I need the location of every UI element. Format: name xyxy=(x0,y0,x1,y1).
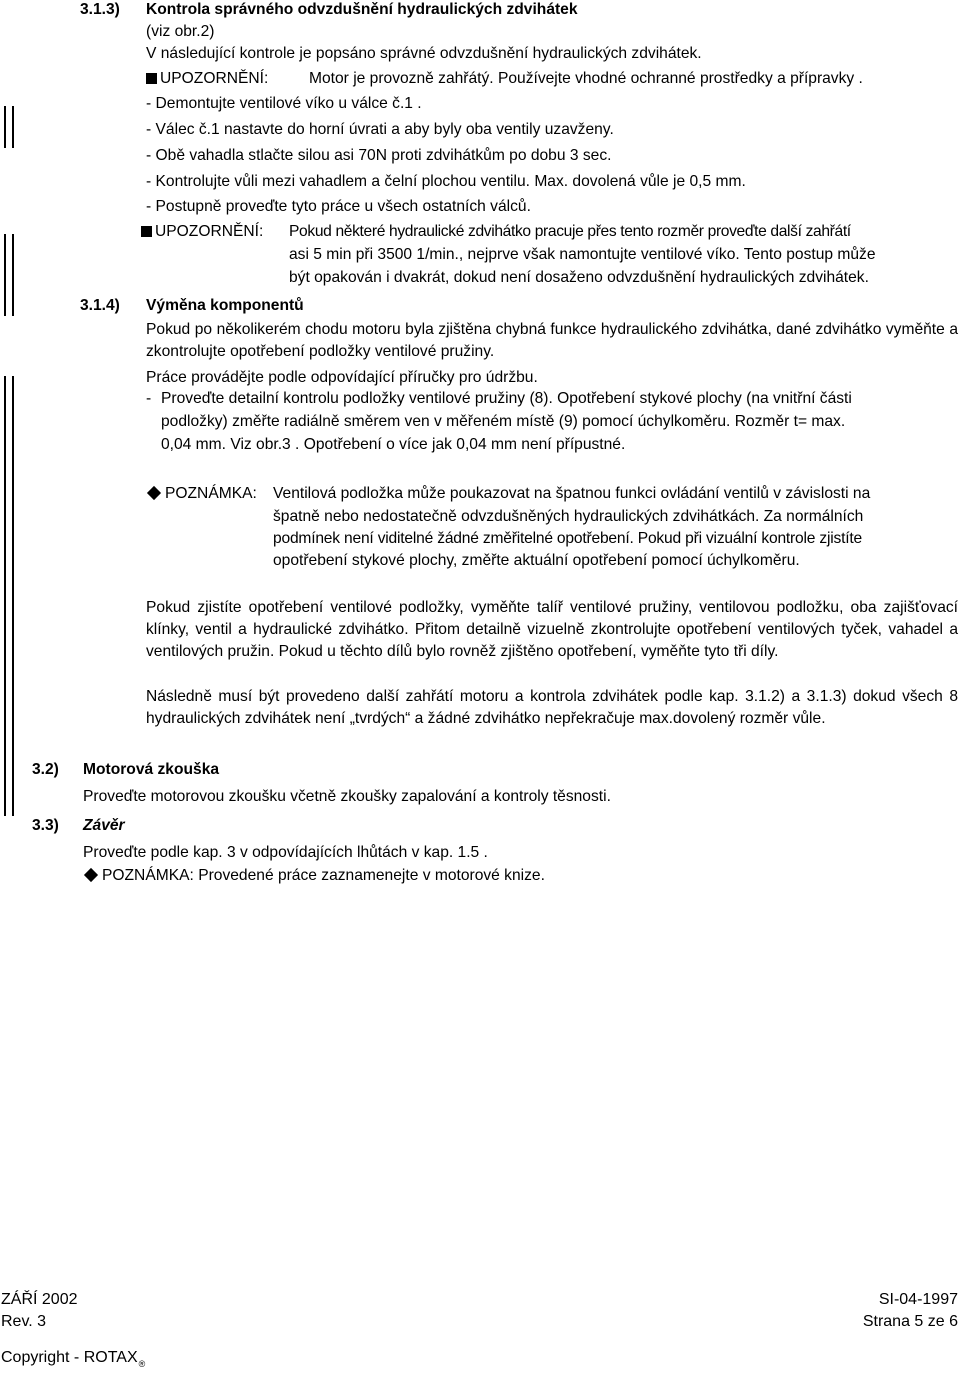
warning-1-text: Motor je provozně zahřátý. Používejte vhodné ochranné prostředky a přípravky . xyxy=(309,70,863,87)
note-line: Ventilová podložka může poukazovat na špatnou funkci ovládání ventilů v závislosti na xyxy=(273,485,871,502)
section-title: Výměna komponentů xyxy=(146,297,304,314)
warning-2-line: Pokud některé hydraulické zdvihátko pracuje přes tento rozměr proveďte další zahřátí xyxy=(289,223,851,240)
note-line: opotřebení stykové plochy, změřte aktuální opotřebení pomocí úchylkoměru. xyxy=(273,552,800,569)
revision-bar xyxy=(4,234,6,316)
section-number: 3.1.4) xyxy=(80,297,120,314)
warning-label: UPOZORNĚNÍ: xyxy=(160,70,269,87)
revision-bar xyxy=(12,376,14,816)
note-label: POZNÁMKA: xyxy=(102,867,194,884)
footer-date: ZÁŘÍ 2002 xyxy=(1,1291,78,1308)
copyright-text: Copyright - ROTAX xyxy=(1,1349,138,1366)
section-text: Proveďte motorovou zkoušku včetně zkoušky zapalování a kontroly těsnosti. xyxy=(83,788,611,805)
warning-2 xyxy=(141,222,263,242)
warning-1 xyxy=(146,69,268,89)
section-number: 3.3) xyxy=(32,817,59,834)
paragraph: Pokud zjistíte opotřebení ventilové podložky, vyměňte talíř ventilové pružiny, ventilovou podložku, oba zajišťovací klínky, ventil a hydraulické zdvihátko. Přitom detailně vizuelně zkontrolujte opotřebení ventilových tyček, vahadel a ventilových pružin. Pokud u těchto dílů bylo rovněž zjištěno opotřebení, vyměňte tyto tři díly. xyxy=(146,599,958,660)
bullet-line: Proveďte detailní kontrolu podložky ventilové pružiny (8). Opotřebení stykové plochy (na vnitřní části xyxy=(161,390,852,407)
revision-bar xyxy=(4,376,6,816)
paragraph: Práce provádějte podle odpovídající příručky pro údržbu. xyxy=(146,369,538,386)
note-text: Provedené práce zaznamenejte v motorové knize. xyxy=(198,867,545,884)
step-item: - Kontrolujte vůli mezi vahadlem a čelní plochou ventilu. Max. dovolená vůle je 0,5 mm. xyxy=(146,173,746,190)
note-row xyxy=(83,866,545,886)
footer-page: Strana 5 ze 6 xyxy=(862,1313,958,1330)
step-item: - Válec č.1 nastavte do horní úvrati a aby byly oba ventily uzavženy. xyxy=(146,121,614,138)
footer-doc-id: SI-04-1997 xyxy=(878,1291,958,1308)
step-item: - Demontujte ventilové víko u válce č.1 . xyxy=(146,95,422,112)
section-text: Proveďte podle kap. 3 v odpovídajících lhůtách v kap. 1.5 . xyxy=(83,844,488,861)
revision-bar xyxy=(4,106,6,148)
paragraph: Následně musí být provedeno další zahřátí motoru a kontrola zdvihátek podle kap. 3.1.2) a 3.1.3) dokud všech 8 hydraulických zdvihátek není „tvrdých“ a žádné zdvihátko nepřekračuje max.dovolený rozměr vůle. xyxy=(146,688,958,727)
step-item: - Obě vahadla stlačte silou asi 70N proti zdvihátkům po dobu 3 sec. xyxy=(146,147,612,164)
bullet-dash: - xyxy=(146,390,152,407)
note-label: POZNÁMKA: xyxy=(165,485,257,502)
intro-text: V následující kontrole je popsáno správné odvzdušnění hydraulických zdvihátek. xyxy=(146,45,702,62)
footer-revision: Rev. 3 xyxy=(1,1313,47,1330)
section-title: Závěr xyxy=(83,817,125,834)
registered-mark: ® xyxy=(138,1359,146,1369)
warning-2-line: být opakován i dvakrát, dokud není dosaženo odvzdušnění hydraulických zdvihátek. xyxy=(289,269,869,286)
step-item: - Postupně proveďte tyto práce u všech ostatních válců. xyxy=(146,198,531,215)
revision-bar xyxy=(12,106,14,148)
note-label-row xyxy=(146,484,257,504)
paragraph: Pokud po několikerém chodu motoru byla zjištěna chybná funkce hydraulického zdvihátka, dané zdvihátko vyměňte a zkontrolujte opotřebení podložky ventilové pružiny. xyxy=(146,321,958,360)
warning-label: UPOZORNĚNÍ: xyxy=(155,223,264,240)
diamond-bullet-icon xyxy=(84,868,98,882)
bullet-line: 0,04 mm. Viz obr.3 . Opotřebení o více jak 0,04 mm není přípustné. xyxy=(161,436,626,453)
section-number: 3.2) xyxy=(32,761,59,778)
revision-bar xyxy=(12,234,14,316)
figure-reference: (viz obr.2) xyxy=(146,23,215,40)
warning-square-icon xyxy=(141,226,152,237)
bullet-line: podložky) změřte radiálně směrem ven v měřeném místě (9) pomocí úchylkoměru. Rozměr t= max. xyxy=(161,413,846,430)
section-number: 3.1.3) xyxy=(80,1,120,18)
warning-square-icon xyxy=(146,73,157,84)
note-line: špatně nebo nedostatečně odvzdušněných hydraulických zdvihátkách. Za normálních xyxy=(273,508,864,525)
section-title: Kontrola správného odvzdušnění hydraulických zdvihátek xyxy=(146,1,578,18)
note-line: podmínek není viditelné žádné změřitelné opotřebení. Pokud při vizuální kontrole zjistíte xyxy=(273,530,862,547)
warning-2-line: asi 5 min při 3500 1/min., nejprve však namontujte ventilové víko. Tento postup může xyxy=(289,246,876,263)
section-title: Motorová zkouška xyxy=(83,761,220,778)
diamond-bullet-icon xyxy=(147,486,161,500)
footer-copyright xyxy=(1,1348,145,1374)
